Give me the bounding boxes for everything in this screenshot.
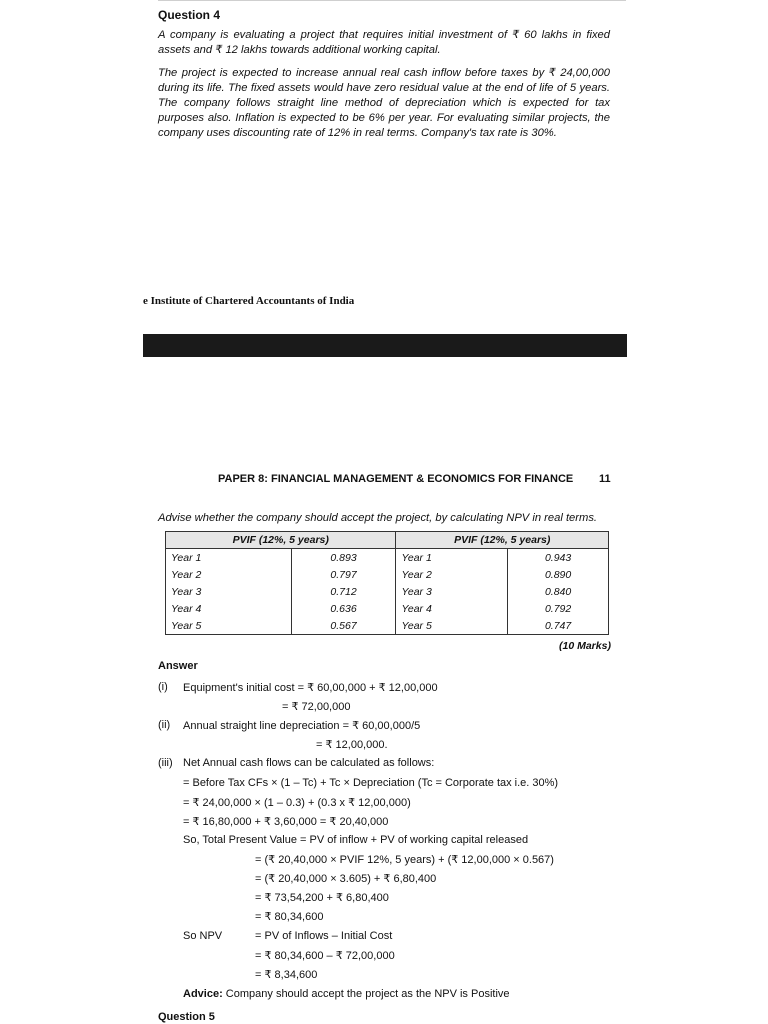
pvif-value-cell: 0.712 [291,583,396,600]
table-row [166,600,609,617]
step-ii-label: (ii) [158,719,171,731]
advice-line [183,988,510,1000]
next-question-title: Question 5 [158,1011,215,1023]
advice-text: Company should accept the project as the NPV is Positive [222,988,510,1000]
pvif-value-cell: 0.567 [291,617,396,635]
table-row [166,549,609,567]
pvif-value-cell: 0.840 [508,583,609,600]
answer-title: Answer [158,660,198,672]
step-i-line-1: Equipment's initial cost = ₹ 60,00,000 + ₹ 12,00,000 [183,682,438,694]
table-header-row [166,532,609,549]
year-cell: Year 4 [396,600,508,617]
pvif-value-cell: 0.890 [508,566,609,583]
year-cell: Year 2 [396,566,508,583]
question-paragraph-2: The project is expected to increase annual real cash inflow before taxes by ₹ 24,00,000 during its life. The fixed assets would have zero residual value at the end of life of 5 years. The company follows straight line method of depreciation which is expected for tax purposes also. Inflation is expected to be 6% per year. For evaluating similar projects, the company uses discounting rate of 12% in real terms. Company's tax rate is 30%. [158,67,610,139]
page-number: 11 [599,473,611,485]
page-top-rule [158,0,626,1]
table-header-pvif-left: PVIF (12%, 5 years) [166,532,396,549]
year-cell: Year 1 [396,549,508,567]
npv-line-1: = PV of Inflows – Initial Cost [255,930,393,942]
marks-label: (10 Marks) [559,640,611,652]
year-cell: Year 3 [396,583,508,600]
step-iii-line-3: = ₹ 24,00,000 × (1 – 0.3) + (0.3 x ₹ 12,00,000) [183,797,411,809]
total-pv-line-3: = (₹ 20,40,000 × 3.605) + ₹ 6,80,400 [255,873,437,885]
npv-label: So NPV [183,930,223,942]
year-cell: Year 3 [166,583,292,600]
year-cell: Year 1 [166,549,292,567]
year-cell: Year 5 [166,617,292,635]
pvif-value-cell: 0.747 [508,617,609,635]
step-ii-line-1: Annual straight line depreciation = ₹ 60,00,000/5 [183,720,421,732]
page-separator-band [143,334,627,357]
table-row [166,583,609,600]
pvif-table [165,531,609,635]
npv-line-2: = ₹ 80,34,600 – ₹ 72,00,000 [255,950,395,962]
step-i-line-2: = ₹ 72,00,000 [282,701,351,713]
pvif-value-cell: 0.792 [508,600,609,617]
advise-instruction: Advise whether the company should accept the project, by calculating NPV in real terms. [158,512,598,524]
step-iii-line-1: Net Annual cash flows can be calculated as follows: [183,757,435,769]
step-i-label: (i) [158,681,168,693]
npv-line-3: = ₹ 8,34,600 [255,969,318,981]
pvif-value-cell: 0.797 [291,566,396,583]
table-row [166,566,609,583]
pvif-value-cell: 0.893 [291,549,396,567]
pvif-value-cell: 0.943 [508,549,609,567]
pvif-value-cell: 0.636 [291,600,396,617]
page-footer-institute: e Institute of Chartered Accountants of India [143,295,355,307]
advice-label: Advice: [183,988,223,1000]
year-cell: Year 5 [396,617,508,635]
step-iii-line-2: = Before Tax CFs × (1 – Tc) + Tc × Depreciation (Tc = Corporate tax i.e. 30%) [183,777,559,789]
year-cell: Year 4 [166,600,292,617]
table-row [166,617,609,635]
total-pv-line-5: = ₹ 80,34,600 [255,911,324,923]
step-iii-line-4: = ₹ 16,80,000 + ₹ 3,60,000 = ₹ 20,40,000 [183,816,389,828]
total-pv-line-2: = (₹ 20,40,000 × PVIF 12%, 5 years) + (₹ 12,00,000 × 0.567) [255,854,554,866]
question-title: Question 4 [158,8,221,22]
year-cell: Year 2 [166,566,292,583]
total-pv-line-4: = ₹ 73,54,200 + ₹ 6,80,400 [255,892,389,904]
question-paragraph-1: A company is evaluating a project that requires initial investment of ₹ 60 lakhs in fixed assets and ₹ 12 lakhs towards additional working capital. [158,29,610,56]
total-pv-line-1: So, Total Present Value = PV of inflow + PV of working capital released [183,834,529,846]
step-ii-line-2: = ₹ 12,00,000. [316,739,388,751]
page-header-title: PAPER 8: FINANCIAL MANAGEMENT & ECONOMICS FOR FINANCE [218,473,574,485]
step-iii-label: (iii) [158,757,173,769]
table-header-pvif-right: PVIF (12%, 5 years) [396,532,609,549]
